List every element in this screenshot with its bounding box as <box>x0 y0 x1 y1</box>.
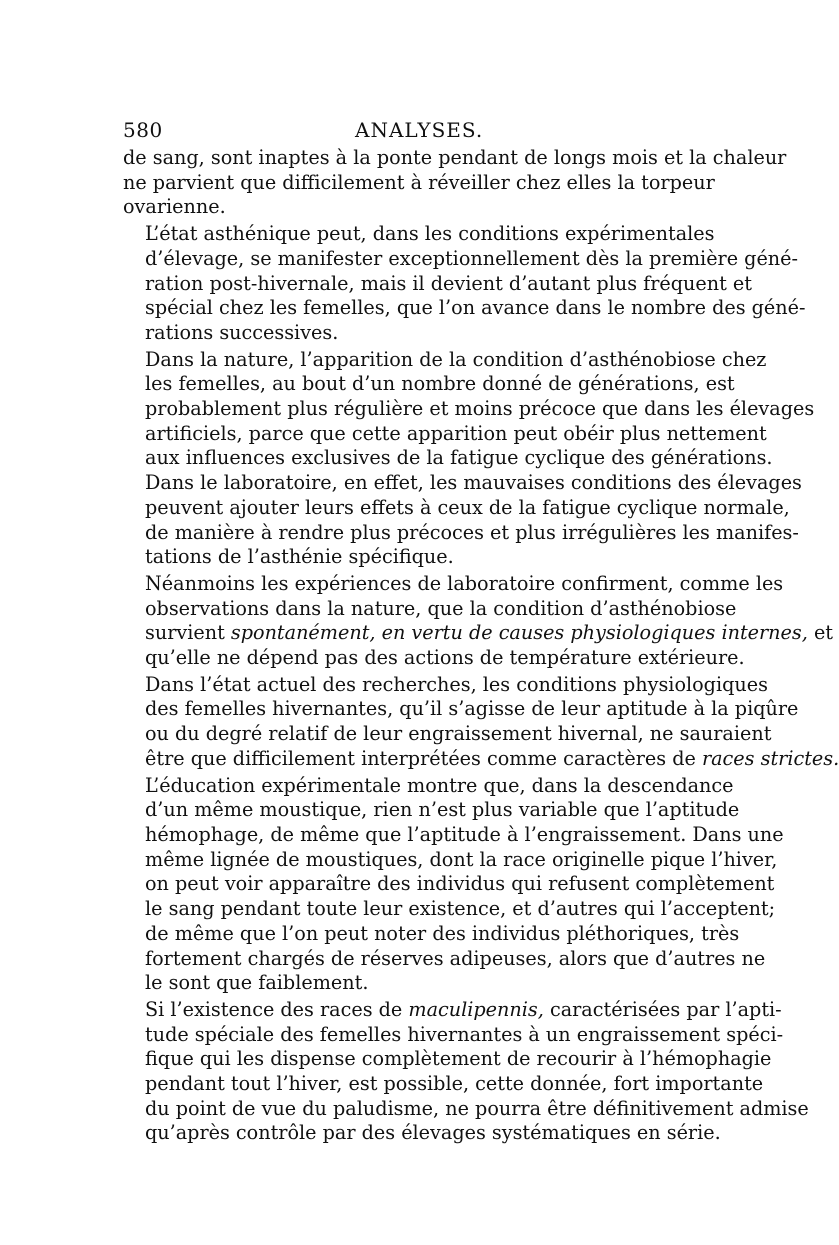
text-line: probablement plus régulière et moins précoce que dans les élevages <box>145 397 815 421</box>
text-line: hémophage, de même que l’aptitude à l’engraissement. Dans une <box>145 822 784 846</box>
text-line: aux influences exclusives de la fatigue cyclique des générations. <box>145 446 773 470</box>
paragraph-4 <box>123 571 834 671</box>
text-line: artificiels, parce que cette apparition peut obéir plus nettement <box>145 421 767 445</box>
text-line: Si l’existence des races de maculipennis, caractérisées par l’apti- <box>145 997 782 1021</box>
text-line: Dans la nature, l’apparition de la condition d’asthénobiose chez <box>145 347 767 371</box>
text-line: peuvent ajouter leurs effets à ceux de la fatigue cyclique normale, <box>145 495 790 519</box>
paragraph-7 <box>123 997 809 1146</box>
text-line: de même que l’on peut noter des individus pléthoriques, très <box>145 921 740 945</box>
text-line: fortement chargés de réserves adipeuses, alors que d’autres ne <box>145 946 766 970</box>
paragraph-5 <box>123 672 839 772</box>
paragraph-6 <box>123 773 784 996</box>
text-line: Dans l’état actuel des recherches, les conditions physiologiques <box>145 672 768 696</box>
text-line: fique qui les dispense complètement de recourir à l’hémophagie <box>145 1047 772 1071</box>
text-line: L’état asthénique peut, dans les conditions expérimentales <box>145 222 715 246</box>
text-line: être que difficilement interprétées comme caractères de races strictes. <box>145 746 839 770</box>
text-line: le sont que faiblement. <box>145 971 369 995</box>
text-line: tations de l’asthénie spécifique. <box>145 545 454 569</box>
text-line: les femelles, au bout d’un nombre donné de générations, est <box>145 372 735 396</box>
paragraph-1 <box>123 146 787 220</box>
text-line: L’éducation expérimentale montre que, dans la descendance <box>145 773 734 797</box>
text-line: d’un même moustique, rien n’est plus variable que l’aptitude <box>145 798 740 822</box>
text-line: tude spéciale des femelles hivernantes à un engraissement spéci- <box>145 1022 784 1046</box>
text-line: ovarienne. <box>123 195 226 219</box>
text-line: de sang, sont inaptes à la ponte pendant de longs mois et la chaleur <box>123 146 787 169</box>
paragraph-3 <box>123 347 815 570</box>
text-line: on peut voir apparaître des individus qui refusent complètement <box>145 872 775 896</box>
text-line: même lignée de moustiques, dont la race originelle pique l’hiver, <box>145 847 778 871</box>
text-line-italic: survient spontanément, en vertu de causes physiologiques internes, et <box>145 621 834 645</box>
text-line: spécial chez les femelles, que l’on avance dans le nombre des géné- <box>145 296 806 320</box>
page-number: 580 <box>123 118 163 142</box>
paragraph-2 <box>123 222 806 346</box>
text-line: ration post-hivernale, mais il devient d’autant plus fréquent et <box>145 271 752 295</box>
text-line: de manière à rendre plus précoces et plus irrégulières les manifes- <box>145 520 799 544</box>
text-line: Néanmoins les expériences de laboratoire confirment, comme les <box>145 571 784 595</box>
text-line: du point de vue du paludisme, ne pourra être définitivement admise <box>145 1096 809 1120</box>
text-line: pendant tout l’hiver, est possible, cette donnée, fort importante <box>145 1072 764 1096</box>
text-line: qu’après contrôle par des élevages systématiques en série. <box>145 1121 721 1145</box>
text-line: ou du degré relatif de leur engraissement hivernal, ne sauraient <box>145 722 772 746</box>
running-title: ANALYSES. <box>355 118 484 142</box>
text-line: des femelles hivernantes, qu’il s’agisse de leur aptitude à la piqûre <box>145 697 799 721</box>
text-line: d’élevage, se manifester exceptionnellement dès la première géné- <box>145 246 799 270</box>
text-line: rations successives. <box>145 320 339 344</box>
text-line: le sang pendant toute leur existence, et d’autres qui l’acceptent; <box>145 897 776 921</box>
text-line: observations dans la nature, que la condition d’asthénobiose <box>145 596 737 620</box>
body-text <box>123 146 839 1148</box>
page-header <box>123 118 698 144</box>
text-line: ne parvient que difficilement à réveiller chez elles la torpeur <box>123 170 715 194</box>
text-line: qu’elle ne dépend pas des actions de température extérieure. <box>145 646 745 670</box>
text-line: Dans le laboratoire, en effet, les mauvaises conditions des élevages <box>145 471 802 495</box>
